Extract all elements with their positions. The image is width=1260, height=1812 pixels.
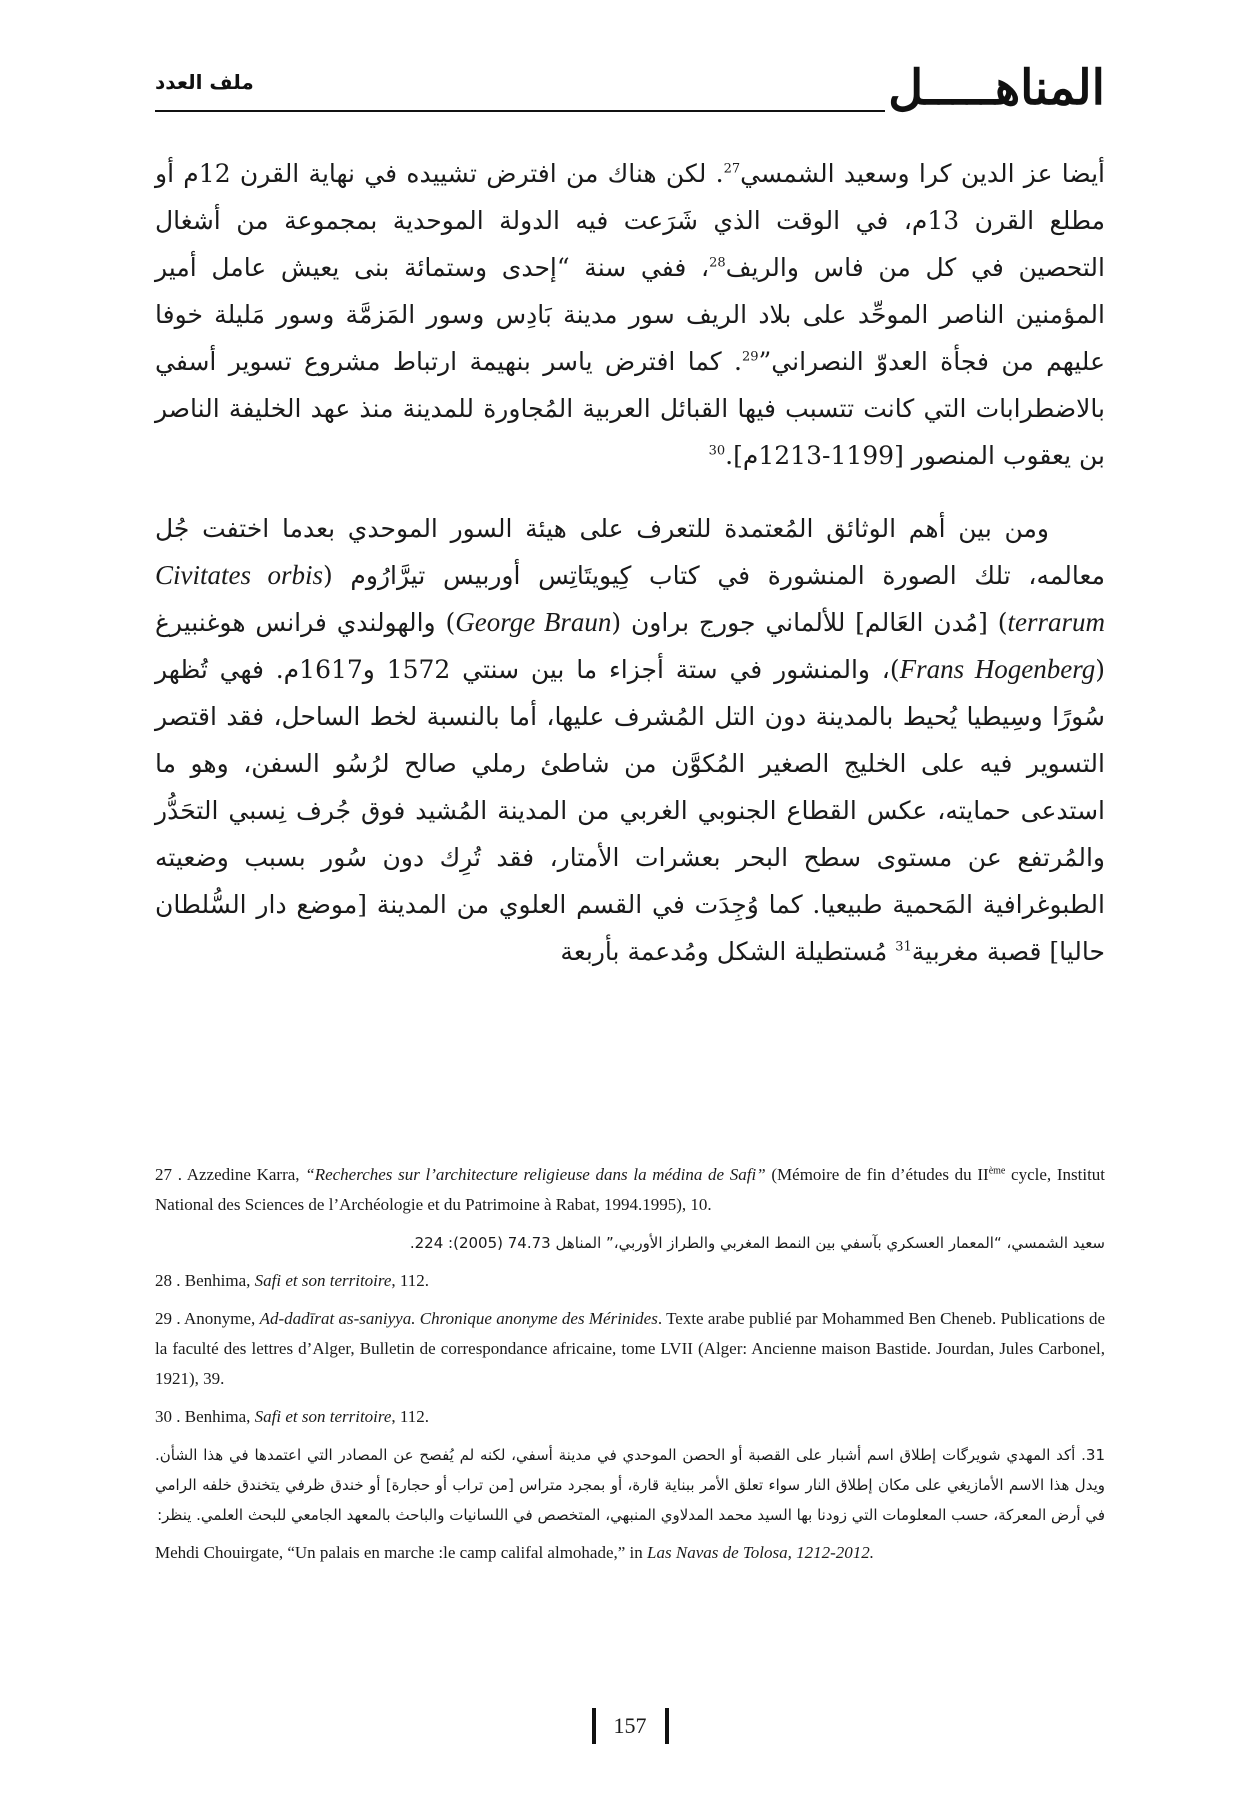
footnote-title: Ad-dadīrat as-saniyya. Chronique anonyme des Mérinides	[259, 1309, 658, 1328]
footnote-text: , 112.	[391, 1407, 430, 1426]
footnotes	[155, 1160, 1105, 1576]
footnote-author: Azzedine Karra,	[186, 1165, 306, 1184]
footnote-author: Benhima,	[184, 1271, 255, 1290]
page-number: 157	[592, 1708, 669, 1744]
footnote-ref-31[interactable]: 31	[895, 939, 912, 955]
footnote-text: cycle, Institut National des Sciences de l’Archéologie et du Patrimoine à Rabat, 1994.1995), 10.	[155, 1165, 1106, 1214]
latin-name-hogenberg: Frans Hogenberg	[899, 654, 1096, 684]
footnote-27	[155, 1160, 1105, 1220]
paragraph-2	[155, 505, 1105, 975]
footnote-author: Mehdi Chouirgate, “Un palais en marche :le camp califal almohade,” in	[155, 1543, 648, 1562]
footnote-27-arabic: سعيد الشمسي، “المعمار العسكري بآسفي بين النمط المغربي والطراز الأوربي،” المناهل 74.73 (2005): 224.	[409, 1234, 1105, 1252]
text-run: ) والهولندي فرانس هوغنبيرغ (	[155, 608, 1106, 684]
footnote-number: 27 .	[155, 1165, 187, 1184]
text-run: ) [مُدن العَالم] للألماني جورج براون (	[611, 608, 1008, 637]
text-run: ، ففي سنة “إحدى وستمائة بنى يعيش عامل أمير المؤمنين الناصر الموحِّد على بلاد الريف سور مدينة بَادِس وسور المَزمَّة وسور مَليلة خوفا عليهم من فجأة العدوّ النصراني”	[155, 253, 1105, 376]
footnote-ref-27[interactable]: 27	[723, 161, 741, 177]
paragraph-1	[155, 150, 1105, 479]
footnote-ref-28[interactable]: 28	[709, 255, 726, 271]
text-run: أيضا عز الدين كرا وسعيد الشمسي	[740, 159, 1105, 188]
footnote-31-arabic: 31. أكد المهدي شويرگات إطلاق اسم أشبار على القصبة أو الحصن الموحدي في مدينة أسفي، لكنه لم يُفصح عن المصادر التي اعتمدها في هذا الشأن. ويدل هذا الاسم الأمازيغي على مكان إطلاق النار سواء تعلق الأمر ببناية قارة، أو بمجرد متراس [من تراب أو حجارة] أو خندق ظرفي يتخندق خلفه الرامي في أرض المعركة، حسب المعلومات التي زودنا بها السيد محمد المدلاوي المنبهي، المتخصص في اللسانيات والباحث بالمعهد الجامعي للبحث العلمي. ينظر:	[155, 1446, 1105, 1524]
text-run: مُستطيلة الشكل ومُدعمة بأربعة	[560, 937, 896, 966]
footnote-title: Safi et son territoire	[254, 1407, 392, 1426]
footnote-ref-30[interactable]: 30	[708, 443, 726, 459]
footnote-text: . Texte arabe publié par Mohammed Ben Cheneb. Publications de la faculté des lettres d’Alger, Bulletin de correspondance africaine, tome LVII (Alger: Ancienne maison Bastide. Jourdan, Jules Carbonel, 1921), 39.	[155, 1309, 1106, 1388]
header-rule	[155, 110, 885, 112]
page-header	[155, 58, 1105, 118]
text-run: . لكن هناك من افترض تشييده في نهاية القرن 12م أو مطلع القرن 13م، في الوقت الذي شَرَعت فيه الدولة الموحدية بمجموعة من أشغال التحصين في كل من فاس والريف	[155, 159, 1105, 282]
footnote-author: Anonyme,	[183, 1309, 260, 1328]
footnote-text: , 112.	[391, 1271, 430, 1290]
footnote-31-reference	[155, 1538, 1105, 1568]
text-run: )، والمنشور في ستة أجزاء ما بين سنتي 1572 و1617م. فهي تُظهر سُورًا وسِيطيا يُحيط بالمدينة دون التل المُشرف عليها، أما بالنسبة لخط الساحل، فقد اقتصر التسوير فيه على الخليج الصغير المُكوَّن من شاطئ رملي صالح لرُسُو السفن، وهو ما استدعى حمايته، عكس القطاع الجنوبي الغربي من المدينة المُشيد فوق جُرف نِسبي التحَدُّر والمُرتفع عن مستوى سطح البحر بعشرات الأمتار، فقد تُرِك دون سُور بسبب وضعيته الطبوغرافية المَحمية طبيعيا. كما وُجِدَت في القسم العلوي من المدينة [موضع دار السُّلطان حاليا] قصبة مغربية	[155, 655, 1105, 966]
footnote-author: Benhima,	[184, 1407, 255, 1426]
article-body	[155, 150, 1105, 975]
latin-name-braun: George Braun	[455, 607, 612, 637]
text-run: . كما افترض ياسر بنهيمة ارتباط مشروع تسوير أسفي بالاضطرابات التي كانت تتسبب فيها القبائل العربية المُجاورة للمدينة منذ عهد الخليفة الناصر بن يعقوب المنصور [1199-1213م].	[155, 347, 1105, 470]
footnote-title: “Recherches sur l’architecture religieuse dans la médina de Safi”	[305, 1165, 766, 1184]
footnote-title: Safi et son territoire	[254, 1271, 392, 1290]
footnote-number: 28 .	[155, 1271, 185, 1290]
footnote-number: 30 .	[155, 1407, 185, 1426]
text-run: ومن بين أهم الوثائق المُعتمدة للتعرف على هيئة السور الموحدي بعدما اختفت جُل معالمه، تلك الصورة المنشورة في كتاب كِيويتَاتِس أوربيس تيرَّارُوم (	[155, 514, 1105, 590]
footnote-ref-29[interactable]: 29	[741, 349, 759, 365]
footnote-title: Las Navas de Tolosa, 1212-2012.	[647, 1543, 875, 1562]
footnote-28	[155, 1266, 1105, 1296]
footnote-number: 29 .	[155, 1309, 184, 1328]
footnote-30	[155, 1402, 1105, 1432]
section-label: ملف العدد	[155, 70, 254, 94]
footnote-29	[155, 1304, 1105, 1394]
latin-title-civitates: Civitates orbis terrarum	[155, 560, 1105, 637]
footnote-superscript: ème	[988, 1165, 1006, 1177]
journal-logo: المناهـــــل	[888, 60, 1105, 116]
page-footer	[0, 1708, 1260, 1744]
footnote-text: (Mémoire de fin d’études du II	[765, 1165, 989, 1184]
